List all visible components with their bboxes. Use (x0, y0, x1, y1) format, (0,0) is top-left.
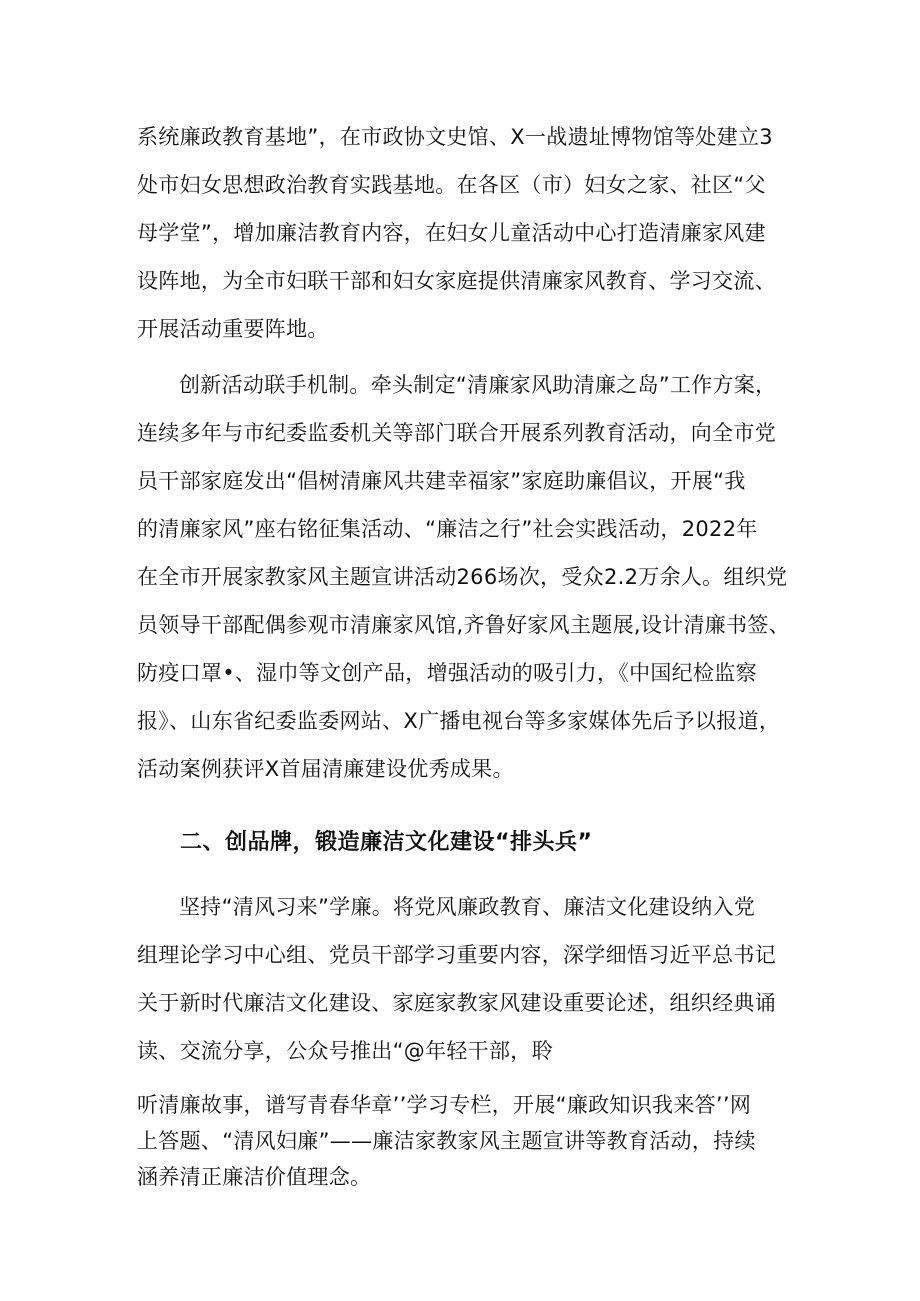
section-heading: 二、创品牌，锻造廉洁文化建设“排头兵” (180, 830, 593, 855)
text-line: 听清廉故事，谱写青春华章’’学习专栏，开展“廉政知识我来答’’网 (137, 1093, 752, 1117)
text-line: 在全市开展家教家风主题宣讲活动266场次，受众2.2万余人。组织党 (137, 565, 788, 589)
text-line: 员领导干部配偶参观市清廉家风馆,齐鲁好家风主题展,设计清廉书签、 (137, 613, 790, 637)
text-line: 坚持“清风习来”学廉。将党风廉政教育、廉洁文化建设纳入党 (179, 895, 756, 919)
text-line: 报》、山东省纪委监委网站、X广播电视台等多家媒体先后予以报道， (137, 709, 781, 733)
text-line: 组理论学习中心组、党员干部学习重要内容，深学细悟习近平总书记 (137, 943, 776, 967)
text-line: 设阵地，为全市妇联干部和妇女家庭提供清廉家风教育、学习交流、 (137, 269, 776, 293)
text-line: 系统廉政教育基地”，在市政协文史馆、X一战遗址博物馆等处建立3 (137, 125, 773, 149)
paragraph-activity-mechanism (137, 361, 797, 793)
text-line: 上答题、“清风妇廉”——廉洁家教家风主题宣讲等教育活动，持续 (137, 1129, 756, 1153)
text-line: 母学堂”，增加廉洁教育内容，在妇女儿童活动中心打造清廉家风建 (137, 221, 766, 245)
paragraph-study-continued (137, 1087, 797, 1195)
text-line: 连续多年与市纪委监委机关等部门联合开展系列教育活动，向全市党 (137, 421, 776, 445)
text-line: 关于新时代廉洁文化建设、家庭家教家风建设重要论述，组织经典诵 (137, 991, 776, 1015)
text-line: 创新活动联手机制。牵头制定“清廉家风助清廉之岛”工作方案， (179, 373, 777, 397)
text-line: 处市妇女思想政治教育实践基地。在各区（市）妇女之家、社区“父 (137, 173, 766, 197)
text-line: 防疫口罩•、湿巾等文创产品，增强活动的吸引力，《中国纪检监察 (137, 661, 757, 685)
text-line: 涵养清正廉洁价值理念。 (137, 1165, 372, 1189)
text-line: 的清廉家风”座右铭征集活动、“廉洁之行”社会实践活动，2022年 (137, 517, 758, 541)
text-line: 活动案例获评X首届清廉建设优秀成果。 (137, 757, 514, 781)
paragraph-study (137, 883, 797, 1075)
text-line: 开展活动重要阵地。 (137, 317, 329, 341)
paragraph-bases (137, 113, 797, 353)
text-line: 员干部家庭发出“倡树清廉风共建幸福家”家庭助廉倡议，开展“我 (137, 469, 746, 493)
text-line: 读、交流分享，公众号推出“@年轻干部，聆 (137, 1039, 553, 1063)
